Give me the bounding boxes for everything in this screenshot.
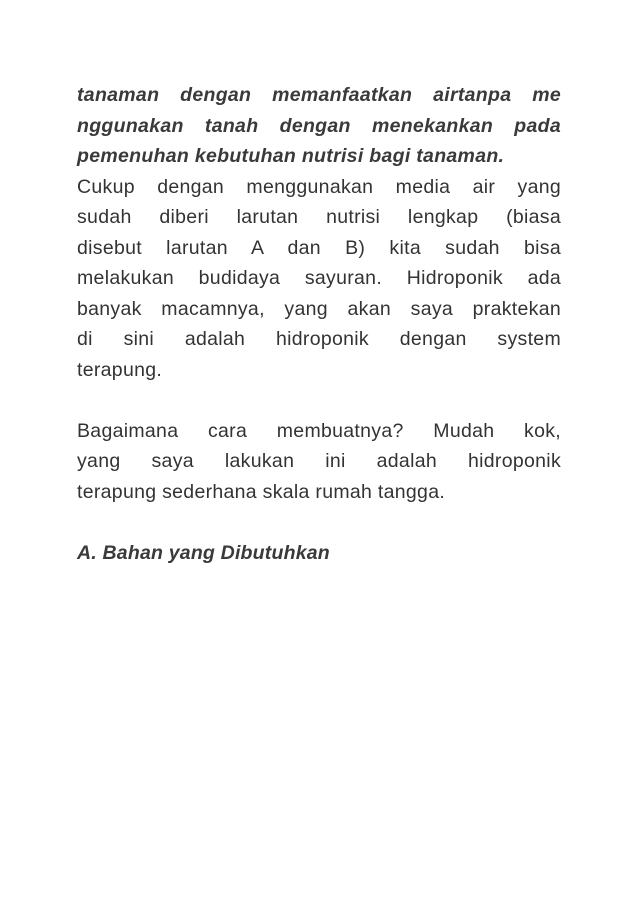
text-line: tanaman dengan memanfaatkan airtanpa me — [77, 84, 561, 106]
section-heading: A. Bahan yang Dibutuhkan — [77, 541, 330, 564]
document-page — [77, 80, 561, 568]
text-line: terapung sederhana skala rumah tangga. — [77, 480, 446, 503]
text-line: di sini adalah hidroponik dengan system — [77, 328, 561, 350]
text-line: nggunakan tanah dengan menekankan pada — [77, 114, 561, 137]
paragraph-how-to — [77, 416, 561, 508]
text-line: Bagaimana cara membuatnya? Mudah kok, — [77, 419, 561, 442]
text-line: pemenuhan kebutuhan nutrisi bagi tanaman. — [77, 145, 505, 167]
text-line: yang saya lakukan ini adalah hidroponik — [77, 450, 561, 472]
paragraph-spacer — [77, 507, 561, 538]
paragraph-intro — [77, 80, 561, 385]
text-line: banyak macamnya, yang akan saya praktekan — [77, 297, 561, 320]
text-line: terapung. — [77, 358, 163, 381]
paragraph-spacer — [77, 385, 561, 416]
text-line: sudah diberi larutan nutrisi lengkap (biasa — [77, 206, 561, 228]
text-line: melakukan budidaya sayuran. Hidroponik ada — [77, 267, 561, 289]
text-line: Cukup dengan menggunakan media air yang — [77, 175, 561, 198]
text-line: disebut larutan A dan B) kita sudah bisa — [77, 236, 561, 259]
